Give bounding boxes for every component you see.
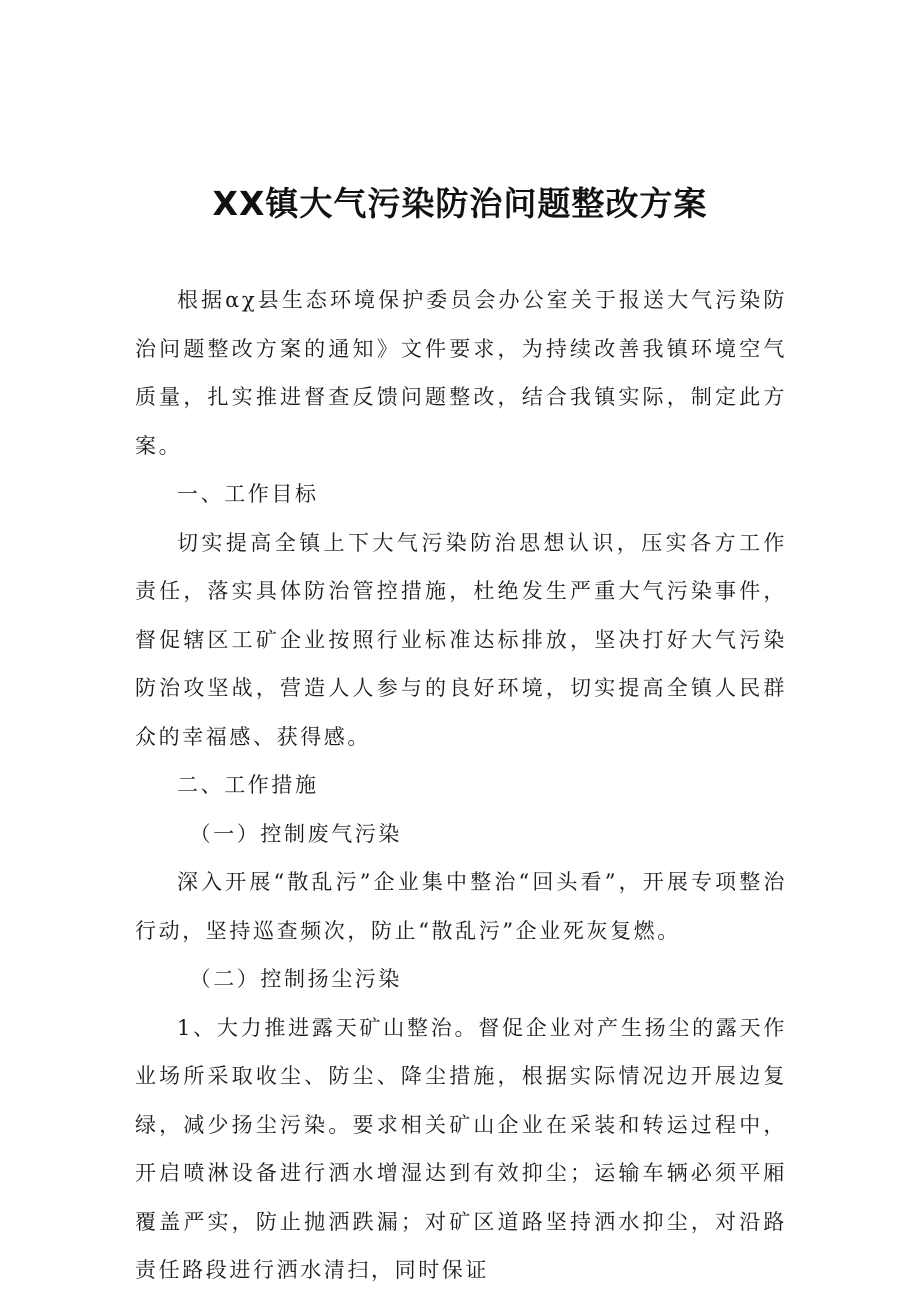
intro-paragraph: 根据αχ县生态环境保护委员会办公室关于报送大气污染防治问题整改方案的通知》文件要求，为持续改善我镇环境空气质量，扎实推进督查反馈问题整改，结合我镇实际，制定此方案。 [135,288,787,458]
goals-paragraph: 切实提高全镇上下大气污染防治思想认识，压实各方工作责任，落实具体防治管控措施，杜绝发生严重大气污染事件，督促辖区工矿企业按照行业标准达标排放，坚决打好大气污染防治攻坚战，营造人人参与的良好环境，切实提高全镇人民群众的幸福感、获得感。 [135,530,787,749]
exhaust-paragraph: 深入开展“散乱污”企业集中整治“回头看”，开展专项整治行动，坚持巡查频次，防止“散乱污”企业死灰复燃。 [135,870,787,943]
document-body [135,276,787,1295]
subsection-heading-exhaust: （一）控制废气污染 [189,821,402,846]
section-heading-measures: 二、工作措施 [177,773,319,797]
section-heading-goals: 一、工作目标 [177,482,319,506]
dust-paragraph-1: 1、大力推进露天矿山整治。督促企业对产生扬尘的露天作业场所采取收尘、防尘、降尘措施，根据实际情况边开展边复绿，减少扬尘污染。要求相关矿山企业在采装和转运过程中，开启喷淋设备进行洒水增湿达到有效抑尘；运输车辆必须平厢覆盖严实，防止抛洒跌漏；对矿区道路坚持洒水抑尘，对沿路责任路段进行洒水清扫，同时保证 [135,1015,787,1282]
subsection-heading-dust: （二）控制扬尘污染 [189,967,402,991]
document-title: XX镇大气污染防治问题整改方案 [212,184,708,223]
